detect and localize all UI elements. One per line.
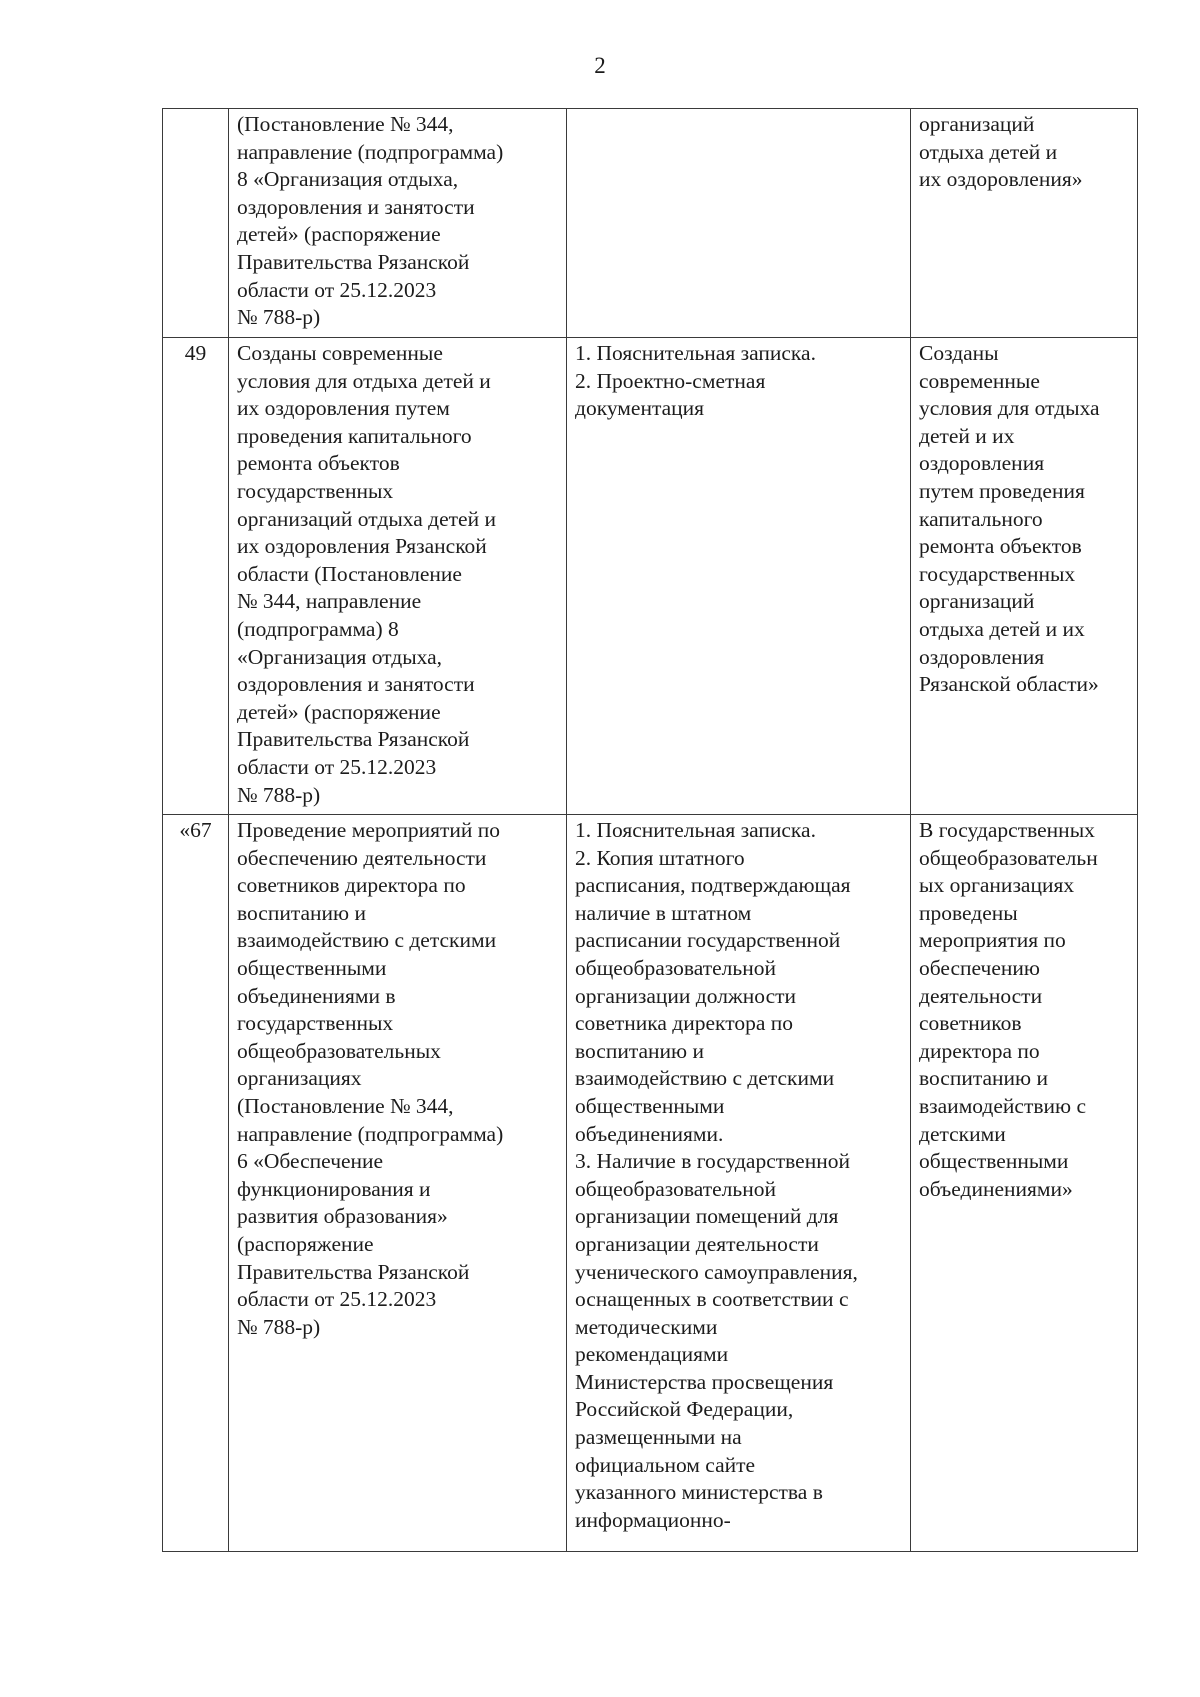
- table-row: [163, 815, 1138, 1552]
- row-number-cell: [163, 109, 229, 338]
- document-table: [162, 108, 1138, 1552]
- documents-cell: 1. Пояснительная записка. 2. Копия штатного расписания, подтверждающая наличие в штатном расписании государственной общеобразовательной организации должности советника директора по воспитанию и взаимодействию с детскими общественными объединениями. 3. Наличие в государственной общеобразовательной организации помещений для организации деятельности ученического самоуправления, оснащенных в соответствии с методическими рекомендациями Министерства просвещения Российской Федерации, размещенными на официальном сайте указанного министерства в информационно-: [567, 815, 911, 1552]
- event-cell: Проведение мероприятий по обеспечению деятельности советников директора по воспитанию и взаимодействию с детскими общественными объединениями в государственных общеобразовательных организациях (Постановление № 344, направление (подпрограмма) 6 «Обеспечение функционирования и развития образования» (распоряжение Правительства Рязанской области от 25.12.2023 № 788-р): [229, 815, 567, 1552]
- result-cell: организаций отдыха детей и их оздоровления»: [911, 109, 1138, 338]
- event-cell: Созданы современные условия для отдыха детей и их оздоровления путем проведения капитального ремонта объектов государственных организаций отдыха детей и их оздоровления Рязанской области (Постановление № 344, направление (подпрограмма) 8 «Организация отдыха, оздоровления и занятости детей» (распоряжение Правительства Рязанской области от 25.12.2023 № 788-р): [229, 338, 567, 815]
- row-number-cell: 49: [163, 338, 229, 815]
- result-cell: Созданы современные условия для отдыха детей и их оздоровления путем проведения капитального ремонта объектов государственных организаций отдыха детей и их оздоровления Рязанской области»: [911, 338, 1138, 815]
- event-cell: (Постановление № 344, направление (подпрограмма) 8 «Организация отдыха, оздоровления и занятости детей» (распоряжение Правительства Рязанской области от 25.12.2023 № 788-р): [229, 109, 567, 338]
- result-cell: В государственных общеобразовательн ых организациях проведены мероприятия по обеспечению деятельности советников директора по воспитанию и взаимодействию с детскими общественными объединениями»: [911, 815, 1138, 1552]
- documents-cell: [567, 109, 911, 338]
- table-row: [163, 109, 1138, 338]
- page-number: 2: [594, 53, 606, 78]
- table-row: [163, 338, 1138, 815]
- row-number-cell: «67: [163, 815, 229, 1552]
- documents-cell: 1. Пояснительная записка. 2. Проектно-сметная документация: [567, 338, 911, 815]
